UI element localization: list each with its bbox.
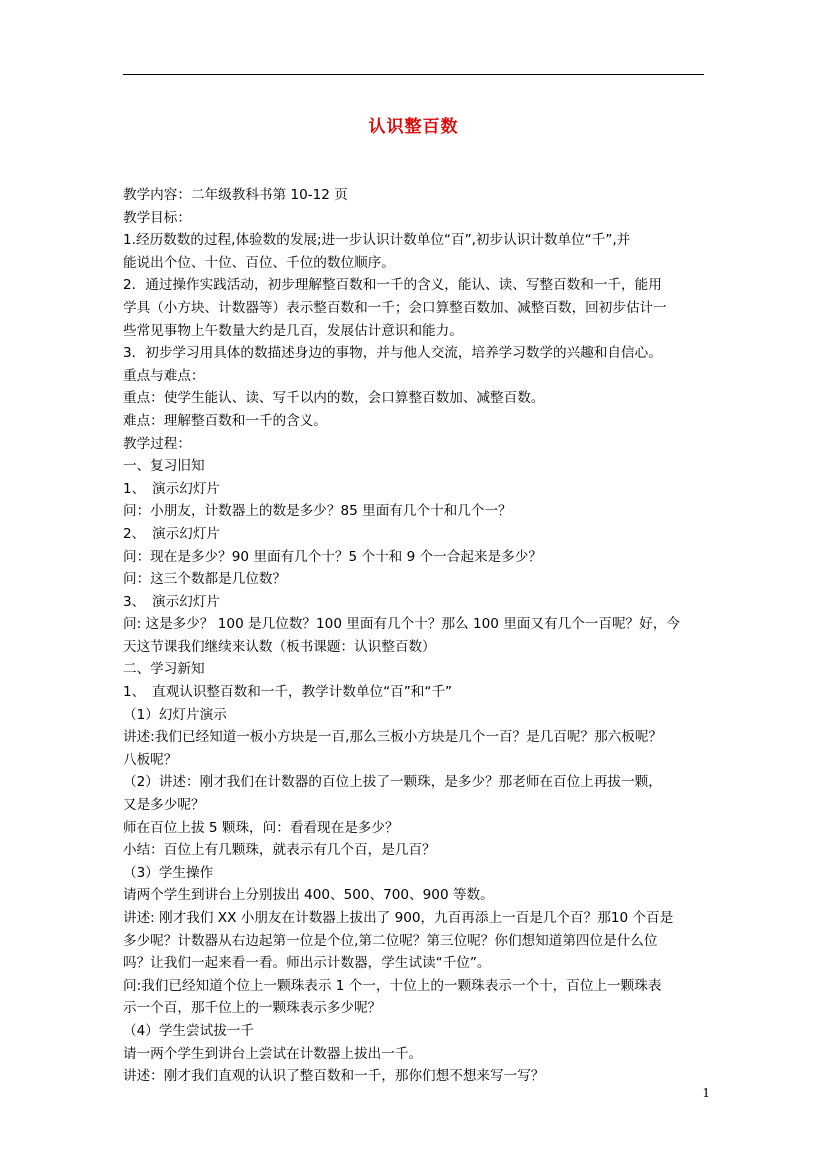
body-line: 师在百位上拔 5 颗珠，问：看看现在是多少？ [123, 819, 399, 836]
body-line: 问: 这是多少？ 100 是几位数？100 里面有几个十？那么 100 里面又有几个一百呢？好，今 [123, 616, 680, 633]
body-line: 二、学习新知 [123, 661, 205, 678]
body-line: 1、 直观认识整百数和一千，教学计数单位“百”和“千” [123, 684, 453, 701]
body-line: 教学目标： [123, 209, 191, 226]
body-line: 一、复习旧知 [123, 458, 205, 475]
body-line: 八板呢？ [123, 751, 178, 768]
body-line: （3）学生操作 [123, 864, 214, 881]
document-title: 认识整百数 [368, 117, 459, 137]
body-line: 又是多少呢？ [123, 797, 205, 814]
body-line: 难点：理解整百数和一千的含义。 [123, 412, 327, 429]
body-line: 小结：百位上有几颗珠，就表示有几个百，是几百？ [123, 842, 436, 859]
body-line: 多少呢？计数器从右边起第一位是个位,第二位呢？第三位呢？你们想知道第四位是什么位 [123, 932, 658, 949]
body-line: 问:我们已经知道个位上一颗珠表示 1 个一，十位上的一颗珠表示一个十，百位上一颗珠表 [123, 977, 662, 994]
body-line: 教学过程： [123, 435, 191, 452]
body-line: 重点：使学生能认、读、写千以内的数，会口算整百数加、减整百数。 [123, 390, 545, 407]
body-line: 教学内容：二年级教科书第 10-12 页 [123, 187, 348, 203]
document-body [123, 184, 708, 1088]
body-line: （1）幻灯片演示 [123, 706, 227, 723]
body-line: 问：这三个数都是几位数？ [123, 571, 287, 588]
body-line: 2、 演示幻灯片 [123, 525, 221, 542]
body-line: 学具（小方块、计数器等）表示整百数和一千；会口算整百数加、减整百数，回初步估计一 [123, 299, 667, 316]
body-line: 示一个百，那千位上的一颗珠表示多少呢？ [123, 1000, 382, 1017]
header-rule [123, 74, 704, 75]
body-line: 些常见事物上午数量大约是几百，发展估计意识和能力。 [123, 322, 463, 339]
body-line: （4）学生尝试拔一千 [123, 1022, 254, 1039]
body-line: 吗？让我们一起来看一看。师出示计数器，学生试读“千位”。 [123, 955, 491, 972]
body-line: 请两个学生到讲台上分别拔出 400、500、700、900 等数。 [123, 887, 494, 904]
body-line: 讲述: 刚才我们 XX 小朋友在计数器上拔出了 900，九百再添上一百是几个百？那10 个百是 [123, 910, 674, 926]
body-line: 能说出个位、十位、百位、千位的数位顺序。 [123, 254, 395, 271]
body-line: 讲述:我们已经知道一板小方块是一百,那么三板小方块是几个一百？是几百呢？那六板呢？ [123, 729, 663, 746]
body-line: 请一两个学生到讲台上尝试在计数器上拔出一千。 [123, 1045, 423, 1062]
body-line: 问：现在是多少？90 里面有几个十？5 个十和 9 个一合起来是多少？ [123, 548, 542, 565]
page-number: 1 [702, 1086, 710, 1100]
body-line: 1.经历数数的过程,体验数的发展;进一步认识计数单位“百”,初步认识计数单位“千”,并 [123, 232, 631, 249]
body-line: 2．通过操作实践活动，初步理解整百数和一千的含义，能认、读、写整百数和一千，能用 [123, 277, 662, 294]
body-line: 重点与难点： [123, 367, 205, 384]
body-line: 1、 演示幻灯片 [123, 480, 221, 497]
body-line: 3、 演示幻灯片 [123, 593, 221, 610]
body-line: 3．初步学习用具体的数描述身边的事物，并与他人交流，培养学习数学的兴趣和自信心。 [123, 345, 662, 362]
body-line: 问：小朋友，计数器上的数是多少？85 里面有几个十和几个一？ [123, 503, 512, 520]
body-line: 天这节课我们继续来认数（板书课题：认识整百数） [123, 638, 436, 655]
body-line: 讲述：刚才我们直观的认识了整百数和一千，那你们想不想来写一写？ [123, 1068, 545, 1085]
body-line: （2）讲述：刚才我们在计数器的百位上拔了一颗珠，是多少？那老师在百位上再拔一颗， [123, 774, 662, 791]
